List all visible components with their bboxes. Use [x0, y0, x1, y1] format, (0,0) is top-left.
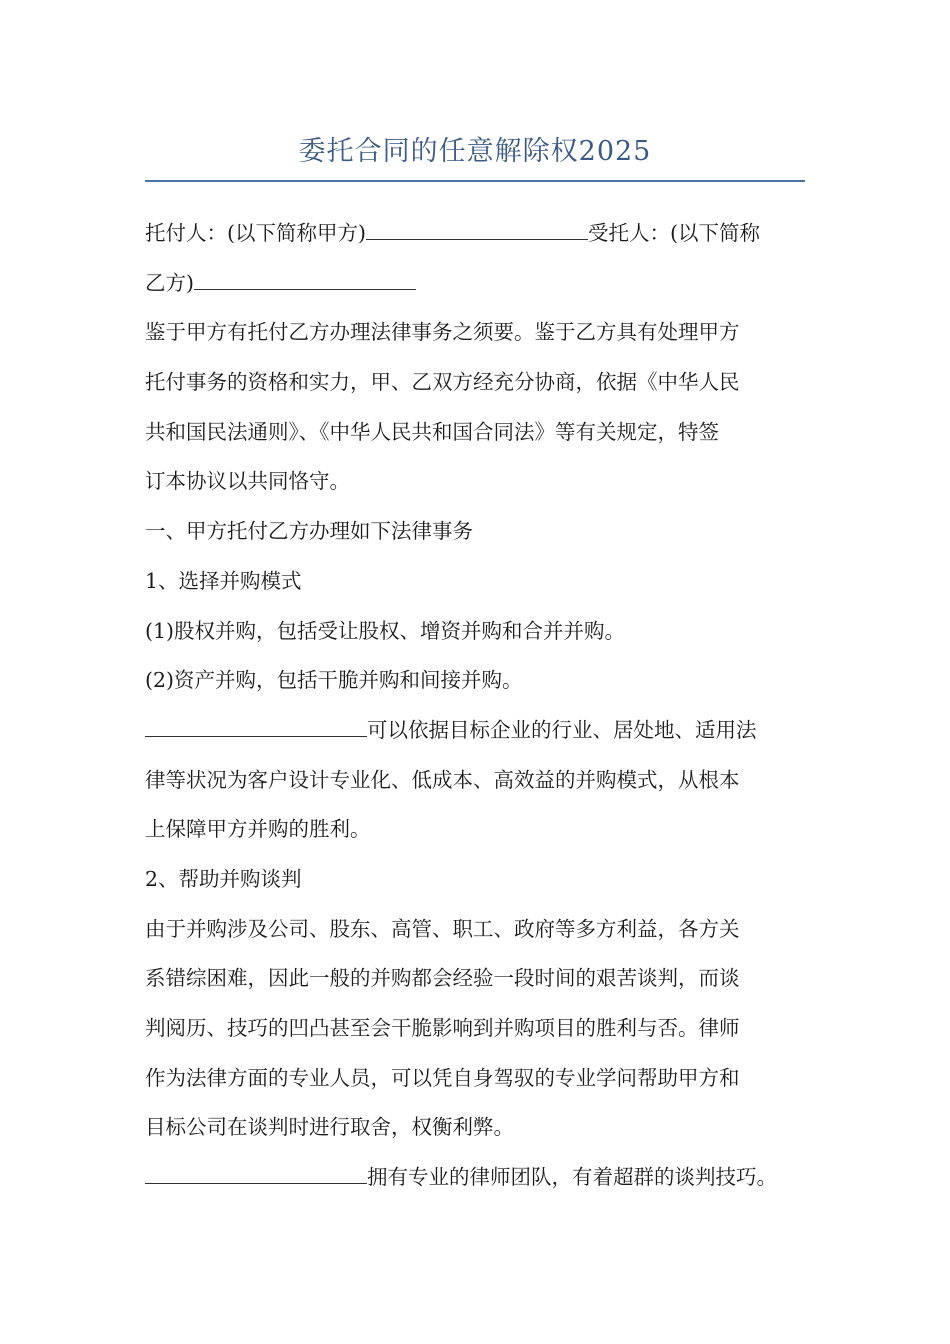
paragraph-line: 鉴于甲方有托付乙方办理法律事务之须要。鉴于乙方具有处理甲方 [145, 320, 740, 345]
document-title: 委托合同的任意解除权2025 [298, 136, 652, 167]
subsection-heading: 2、帮助并购谈判 [145, 866, 302, 891]
agent-label-cont: 乙方) [145, 270, 194, 295]
principal-label: 托付人：(以下简称甲方) [145, 221, 366, 245]
agent-label: 受托人：(以下简称 [588, 221, 760, 245]
paragraph-line: 系错综困难，因此一般的并购都会经验一段时间的艰苦谈判，而谈 [145, 966, 740, 991]
paragraph-line: 订本协议以共同恪守。 [145, 469, 350, 494]
paragraph-text: 可以依据目标企业的行业、居处地、适用法 [367, 717, 757, 742]
document-body [145, 209, 810, 1203]
paragraph-line: 共和国民法通则》、《中华人民共和国合同法》等有关规定，特签 [145, 419, 719, 444]
subsection-heading: 1、选择并购模式 [145, 568, 302, 593]
section-heading: 一、甲方托付乙方办理如下法律事务 [145, 519, 473, 544]
title-underline [145, 180, 805, 182]
paragraph-line: 判阅历、技巧的凹凸甚至会干脆影响到并购项目的胜利与否。律师 [145, 1016, 740, 1040]
paragraph-line: 目标公司在谈判时进行取舍，权衡利弊。 [145, 1115, 514, 1140]
firm-name-blank [145, 710, 367, 737]
list-item: (1)股权并购，包括受让股权、增资并购和合并并购。 [145, 618, 626, 643]
firm-name-blank [145, 1157, 367, 1184]
paragraph-text: 拥有专业的律师团队，有着超群的谈判技巧。 [367, 1165, 777, 1190]
agent-name-blank [194, 263, 416, 290]
paragraph-line: 作为法律方面的专业人员，可以凭自身驾驭的专业学问帮助甲方和 [145, 1065, 740, 1090]
paragraph-line: 托付事务的资格和实力，甲、乙双方经充分协商，依据《中华人民 [145, 370, 740, 395]
list-item: (2)资产并购，包括干脆并购和间接并购。 [145, 668, 523, 693]
paragraph-line [145, 706, 810, 756]
parties-line-cont [145, 259, 810, 309]
parties-line [145, 209, 810, 259]
principal-name-blank [366, 213, 588, 240]
paragraph-line [145, 1153, 810, 1203]
paragraph-line: 上保障甲方并购的胜利。 [145, 817, 371, 842]
paragraph-line: 律等状况为客户设计专业化、低成本、高效益的并购模式，从根本 [145, 767, 740, 792]
paragraph-line: 由于并购涉及公司、股东、高管、职工、政府等多方利益，各方关 [145, 916, 740, 941]
